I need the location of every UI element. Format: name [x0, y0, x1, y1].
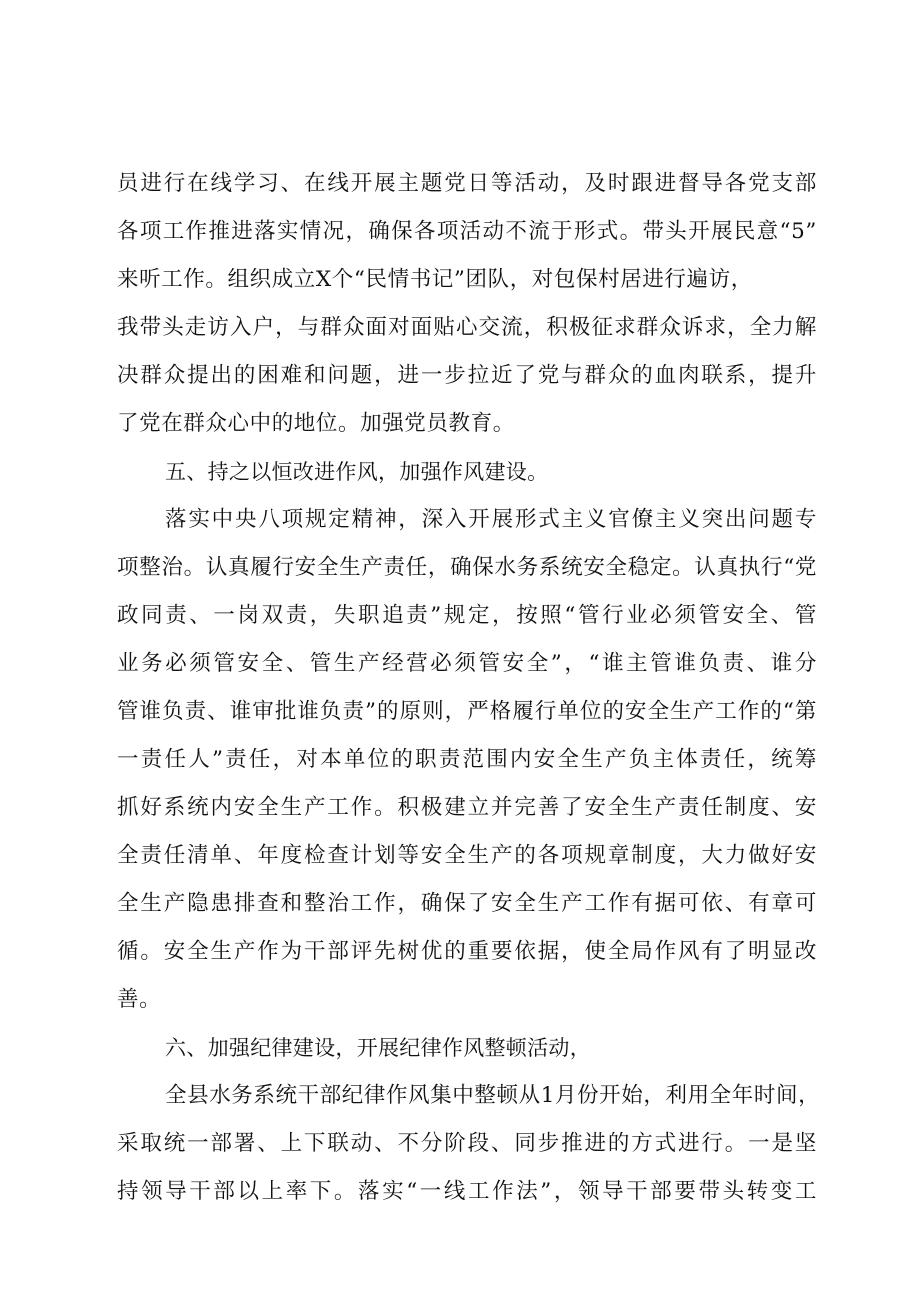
paragraph-line: 我带头走访入户，与群众面对面贴心交流，积极征求群众诉求，全力解	[117, 315, 817, 340]
paragraph-line: 管谁负责、谁审批谁负责”的原则，严格履行单位的安全生产工作的“第	[117, 699, 817, 724]
paragraph-line: 循。安全生产作为干部评先树优的重要依据，使全局作风有了明显改	[117, 939, 817, 964]
section-heading-5: 五、持之以恒改进作风，加强作风建设。	[165, 460, 549, 484]
paragraph-line: 抓好系统内安全生产工作。积极建立并完善了安全生产责任制度、安	[117, 795, 817, 820]
paragraph-line: 善。	[117, 987, 162, 1012]
paragraph-line: 了党在群众心中的地位。加强党员教育。	[117, 411, 515, 436]
paragraph-line: 全县水务系统干部纪律作风集中整顿从1月份开始，利用全年时间，	[165, 1083, 821, 1108]
paragraph-line: 员进行在线学习、在线开展主题党日等活动，及时跟进督导各党支部	[117, 171, 817, 196]
paragraph-line: 全责任清单、年度检查计划等安全生产的各项规章制度，大力做好安	[117, 843, 817, 868]
paragraph-line: 落实中央八项规定精神，深入开展形式主义官僚主义突出问题专	[165, 507, 817, 532]
paragraph-line: 决群众提出的困难和问题，进一步拉近了党与群众的血肉联系，提升	[117, 363, 817, 388]
section-heading-6: 六、加强纪律建设，开展纪律作风整顿活动，	[165, 1036, 591, 1060]
paragraph-line: 政同责、一岗双责，失职追责”规定，按照“管行业必须管安全、管	[117, 603, 817, 628]
paragraph-line: 项整治。认真履行安全生产责任，确保水务系统安全稳定。认真执行“党	[117, 555, 817, 580]
paragraph-line: 全生产隐患排查和整治工作，确保了安全生产工作有据可依、有章可	[117, 891, 817, 916]
paragraph-line: 采取统一部署、上下联动、不分阶段、同步推进的方式进行。一是坚	[117, 1131, 817, 1156]
paragraph-line: 各项工作推进落实情况，确保各项活动不流于形式。带头开展民意“5”	[117, 219, 817, 244]
paragraph-line: 业务必须管安全、管生产经营必须管安全”，“谁主管谁负责、谁分	[117, 651, 817, 676]
paragraph-line: 来听工作。组织成立X个“民情书记”团队，对包保村居进行遍访，	[117, 267, 753, 292]
paragraph-line: 持领导干部以上率下。落实“一线工作法”，领导干部要带头转变工	[117, 1179, 817, 1204]
paragraph-line: 一责任人”责任，对本单位的职责范围内安全生产负主体责任，统筹	[117, 747, 817, 772]
